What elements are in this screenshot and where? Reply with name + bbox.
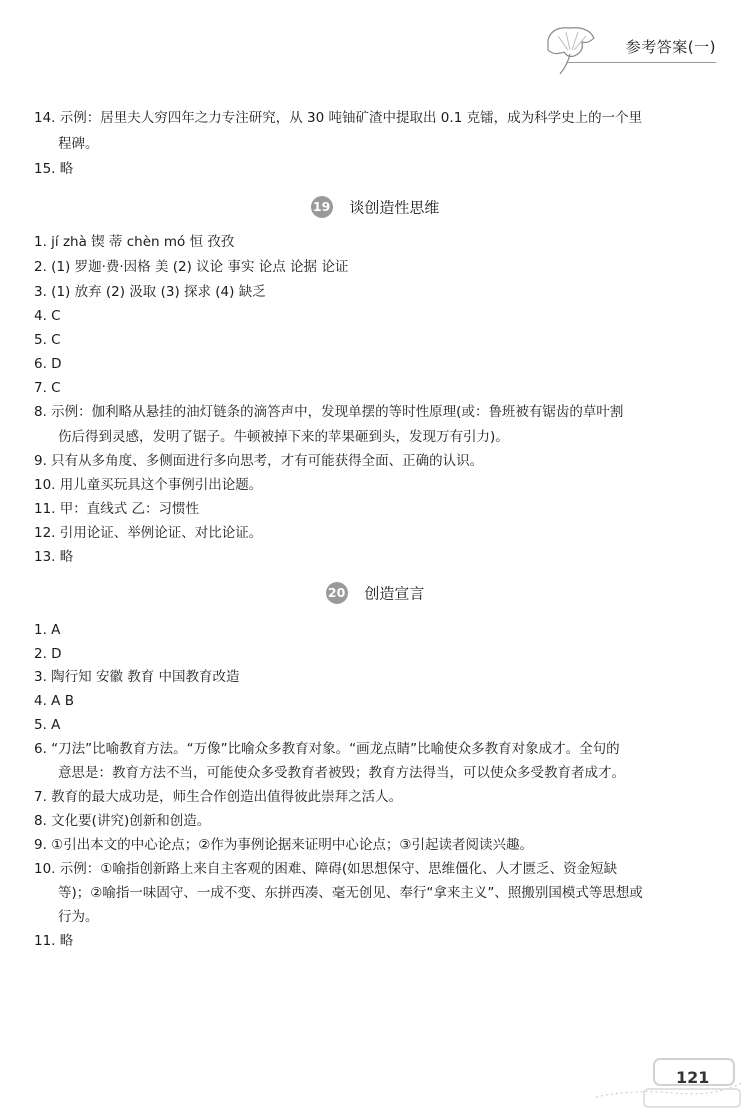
answer-line: 5. A — [34, 717, 61, 733]
answer-line: 1. jí zhà 锲 蒂 chèn mó 恒 孜孜 — [34, 234, 235, 250]
answer-line: 意思是：教育方法不当，可能使众多受教育者被毁；教育方法得当，可以使众多受教育者成才。 — [58, 765, 625, 781]
answer-line: 3. 陶行知 安徽 教育 中国教育改造 — [34, 669, 240, 685]
answer-line: 5. C — [34, 332, 61, 348]
section-heading-20 — [0, 582, 750, 604]
answer-line: 11. 甲：直线式 乙：习惯性 — [34, 501, 200, 517]
header-title: 参考答案(一) — [625, 38, 716, 56]
answer-line: 程碑。 — [58, 136, 99, 152]
page-header — [476, 22, 716, 72]
answer-line: 行为。 — [58, 909, 99, 925]
page-number: 121 — [676, 1068, 710, 1087]
answer-line: 7. C — [34, 380, 61, 396]
ginkgo-leaf-icon — [542, 22, 598, 78]
answer-line: 6. D — [34, 356, 62, 372]
answer-line: 12. 引用论证、举例论证、对比论证。 — [34, 525, 263, 541]
answer-line: 14. 示例：居里夫人穷四年之力专注研究，从 30 吨铀矿渣中提取出 0.1 克镭，成为科学史上的一个里 — [34, 110, 643, 126]
answer-line: 2. D — [34, 646, 62, 662]
answer-line: 8. 文化要(讲究)创新和创造。 — [34, 813, 211, 829]
watermark-logo — [594, 1053, 744, 1113]
answer-line: 等)；②喻指一味固守、一成不变、东拼西凑、毫无创见、奉行“拿来主义”、照搬别国模式等思想或 — [58, 885, 643, 901]
answer-line: 10. 示例：①喻指创新路上来自主客观的困难、障碍(如思想保守、思维僵化、人才匮乏、资金短缺 — [34, 861, 618, 877]
answer-line: 9. 只有从多角度、多侧面进行多向思考，才有可能获得全面、正确的认识。 — [34, 453, 484, 469]
answer-line: 9. ①引出本文的中心论点；②作为事例论据来证明中心论点；③引起读者阅读兴趣。 — [34, 837, 533, 853]
answer-line: 1. A — [34, 622, 61, 638]
answer-line: 13. 略 — [34, 549, 74, 565]
answer-line: 15. 略 — [34, 161, 74, 177]
answer-line: 11. 略 — [34, 933, 74, 949]
answer-line: 4. C — [34, 308, 61, 324]
answer-line: 10. 用儿童买玩具这个事例引出论题。 — [34, 477, 263, 493]
answer-line: 2. (1) 罗迦·费·因格 美 (2) 议论 事实 论点 论据 论证 — [34, 259, 349, 275]
answer-line: 7. 教育的最大成功是，师生合作创造出值得彼此崇拜之活人。 — [34, 789, 403, 805]
answer-line: 6. “刀法”比喻教育方法。“万像”比喻众多教育对象。“画龙点睛”比喻使众多教育对象成才。全句的 — [34, 741, 620, 757]
section-number-badge: 20 — [326, 582, 348, 604]
answer-line: 3. (1) 放弃 (2) 汲取 (3) 探求 (4) 缺乏 — [34, 284, 266, 300]
section-title: 谈创造性思维 — [349, 198, 440, 217]
section-heading-19 — [0, 196, 750, 218]
answer-line: 伤后得到灵感，发明了锯子。牛顿被掉下来的苹果砸到头，发现万有引力)。 — [58, 429, 509, 445]
answer-line: 4. A B — [34, 693, 74, 709]
section-number-badge: 19 — [311, 196, 333, 218]
header-divider — [566, 62, 716, 63]
answer-line: 8. 示例：伽利略从悬挂的油灯链条的滴答声中，发现单摆的等时性原理(或：鲁班被有锯齿的草叶割 — [34, 404, 624, 420]
section-title: 创造宣言 — [364, 584, 425, 603]
